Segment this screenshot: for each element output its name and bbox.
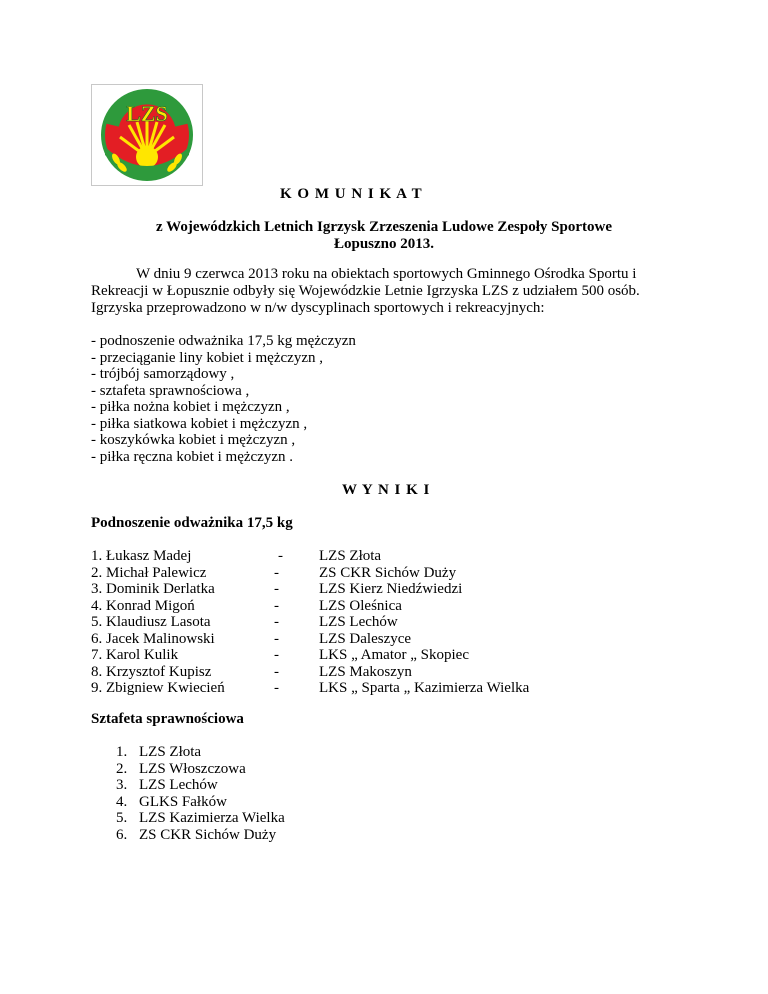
result-dash: - [274, 564, 279, 581]
relay-num: 2. [116, 760, 128, 777]
intro-line-1: W dniu 9 czerwca 2013 roku na obiektach sportowych Gminnego Ośrodka Sportu i [136, 266, 637, 282]
result-club: LZS Kierz Niedźwiedzi [319, 581, 463, 597]
result-name: 8. Krzysztof Kupisz [91, 663, 212, 680]
relay-num: 3. [116, 777, 128, 793]
relay-num: 5. [116, 810, 128, 826]
result-name: 5. Klaudiusz Lasota [91, 614, 211, 630]
result-dash: - [274, 663, 279, 680]
weightlifting-heading: Podnoszenie odważnika 17,5 kg [91, 515, 293, 531]
relay-club: ZS CKR Sichów Duży [139, 826, 277, 843]
results-heading: W Y N I K I [342, 482, 431, 498]
result-dash: - [274, 647, 279, 663]
list-item: - sztafeta sprawnościowa , [91, 382, 250, 399]
list-item: - przeciąganie liny kobiet i mężczyzn , [91, 349, 323, 366]
list-item: - trójbój samorządowy , [91, 366, 235, 382]
result-dash: - [274, 614, 279, 630]
result-name: 1. Łukasz Madej [91, 548, 192, 564]
page-title: K O M U N I K A T [280, 186, 423, 202]
relay-club: LZS Lechów [139, 777, 218, 793]
subtitle-line-2: Łopuszno 2013. [333, 236, 435, 252]
relay-club: GLKS Fałków [139, 793, 227, 810]
disciplines-list [91, 333, 356, 465]
relay-num: 1. [116, 744, 128, 760]
logo-text: LZS [126, 101, 168, 126]
lzs-logo [91, 84, 203, 186]
result-name: 9. Zbigniew Kwiecień [91, 680, 225, 696]
result-name: 6. Jacek Malinowski [91, 630, 215, 647]
relay-club: LZS Kazimierza Wielka [139, 810, 285, 826]
list-item: - koszykówka kobiet i mężczyzn , [91, 432, 296, 448]
relay-heading: Sztafeta sprawnościowa [91, 711, 244, 727]
result-name: 2. Michał Palewicz [91, 564, 207, 581]
relay-num: 4. [116, 793, 128, 810]
result-name: 7. Karol Kulik [91, 647, 179, 663]
result-club: LZS Lechów [319, 614, 398, 630]
list-item: - podnoszenie odważnika 17,5 kg mężczyzn [91, 333, 356, 349]
intro-line-3: Igrzyska przeprowadzono w n/w dyscyplinach sportowych i rekreacyjnych: [91, 300, 545, 316]
intro-line-2: Rekreacji w Łopusznie odbyły się Wojewódzkie Letnie Igrzyska LZS z udziałem 500 osób. [91, 283, 640, 299]
result-name: 3. Dominik Derlatka [91, 581, 215, 597]
result-club: LZS Daleszyce [319, 630, 412, 647]
lzs-emblem-icon [92, 85, 202, 185]
relay-club: LZS Włoszczowa [139, 760, 246, 777]
result-club: LZS Złota [319, 548, 382, 564]
subtitle-line-1: z Wojewódzkich Letnich Igrzysk Zrzeszenia Ludowe Zespoły Sportowe [156, 219, 612, 235]
list-item: - piłka siatkowa kobiet i mężczyzn , [91, 415, 308, 432]
result-dash: - [278, 548, 283, 564]
result-name: 4. Konrad Migoń [91, 597, 195, 614]
result-dash: - [274, 630, 279, 647]
result-dash: - [274, 597, 279, 614]
result-club: LZS Oleśnica [319, 597, 402, 614]
result-dash: - [274, 581, 279, 597]
list-item: - piłka ręczna kobiet i mężczyzn . [91, 448, 293, 465]
result-club: LZS Makoszyn [319, 663, 412, 680]
result-club: LKS „ Sparta „ Kazimierza Wielka [319, 680, 530, 696]
list-item: - piłka nożna kobiet i mężczyzn , [91, 399, 290, 415]
relay-club: LZS Złota [139, 744, 202, 760]
result-club: ZS CKR Sichów Duży [319, 564, 457, 581]
relay-num: 6. [116, 826, 128, 843]
result-club: LKS „ Amator „ Skopiec [319, 647, 469, 663]
result-dash: - [274, 680, 279, 696]
